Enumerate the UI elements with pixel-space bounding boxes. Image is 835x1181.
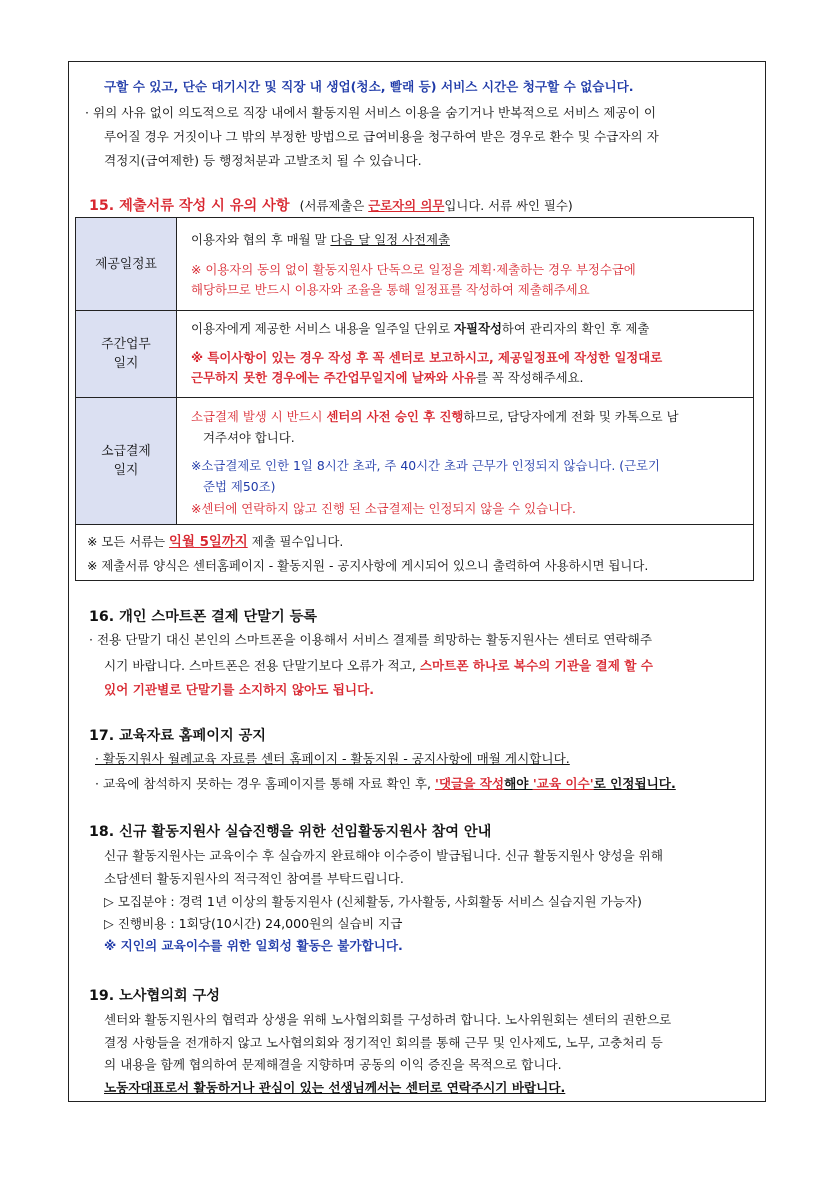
section-18-text: ▷ 모집분야 : 경력 1년 이상의 활동지원사 (신체활동, 가사활동, 사회활동 서비스 실습지원 가능자) [104, 894, 642, 909]
row-header-weekly-log [76, 311, 177, 397]
section-15-note [300, 198, 573, 213]
row-warning [191, 349, 662, 367]
row-warning: ※센터에 연락하지 않고 진행 된 소급결제는 인정되지 않을 수 있습니다. [191, 501, 576, 516]
note-text: 입니다. 서류 싸인 필수) [444, 198, 573, 213]
warning-part: 보고 [429, 350, 454, 365]
text-emphasis: '댓글을 작성 [435, 776, 505, 791]
intro-line: 구할 수 있고, 단순 대기시간 및 직장 내 생업(청소, 빨래 등) 서비스 시간은 청구할 수 없습니다. [104, 79, 634, 94]
intro-paragraph-line: · 위의 사유 없이 의도적으로 직장 내에서 활동지원 서비스 이용을 숨기거나 반복적으로 서비스 제공이 이 [85, 105, 657, 120]
row-text-part: 소급결제 발생 시 반드시 [191, 409, 327, 424]
section-16-text [104, 657, 653, 675]
header-line: 일지 [113, 356, 139, 371]
note-emphasis: 근로자의 의무 [368, 198, 445, 213]
text-emphasis: 스마트폰 하나로 복수의 기관을 결제 할 수 [419, 658, 653, 673]
section-16-title: 16. 개인 스마트폰 결제 단말기 등록 [89, 609, 317, 625]
row-header-label [101, 335, 150, 373]
section-16-text: · 전용 단말기 대신 본인의 스마트폰을 이용해서 서비스 결제를 희망하는 활동지원사는 센터로 연락해주 [89, 632, 652, 647]
section-18-text: ▷ 진행비용 : 1회당(10시간) 24,000원의 실습비 지급 [104, 916, 403, 931]
row-warning [191, 369, 584, 387]
row-text-part: 이용자에게 제공한 서비스 내용을 일주일 단위로 [191, 321, 455, 336]
warning-part: 제공일정표에 작성한 일정대로 [497, 350, 663, 365]
intro-paragraph-line: 격정지(급여제한) 등 행정처분과 고발조치 될 수 있습니다. [104, 153, 422, 168]
submission-docs-table [75, 217, 754, 581]
section-19-title: 19. 노사협의회 구성 [89, 988, 220, 1004]
section-17-text [95, 750, 570, 768]
row-text-underline: 다음 달 일정 사전제출 [330, 232, 450, 247]
warning-part: 근무하지 못한 경우에는 [191, 370, 324, 385]
section-18-text: 신규 활동지원사는 교육이수 후 실습까지 완료해야 이수증이 발급됩니다. 신규 활동지원사 양성을 위해 [104, 848, 663, 863]
row-warning: 해당하므로 반드시 이용자와 조율을 통해 일정표를 작성하여 제출해주세요 [191, 282, 590, 297]
text-underline: · 활동지원사 월례교육 자료를 센터 홈페이지 - 활동지원 - 공지사항에 매월 게시합니다. [95, 751, 570, 766]
section-17-text [95, 775, 676, 793]
section-19-text: 결정 사항들을 전개하지 않고 노사협의회와 정기적인 회의를 통해 근무 및 인사제도, 노무, 고충처리 등 [104, 1035, 663, 1050]
row-text [191, 231, 450, 249]
warning-part: ※ 특이사항이 있는 경우 작성 후 꼭 센터로 [191, 350, 430, 365]
header-line: 일지 [113, 463, 139, 478]
row-notice: 준법 제50조) [203, 479, 276, 494]
warning-part: 하시고, [453, 350, 498, 365]
text-emphasis: '교육 이수' [532, 776, 594, 791]
row-header-retro-payment [76, 398, 177, 524]
header-line: 주간업무 [101, 337, 151, 352]
section-19-callout: 노동자대표로서 활동하거나 관심이 있는 선생님께서는 센터로 연락주시기 바랍니다. [104, 1080, 566, 1095]
row-text [191, 320, 649, 338]
row-header-label [101, 442, 150, 480]
row-text-bold: 센터의 사전 승인 후 진행 [326, 409, 464, 424]
text-part: 시기 바랍니다. 스마트폰은 전용 단말기보다 오류가 적고, [104, 658, 420, 673]
section-19-text: 센터와 활동지원사의 협력과 상생을 위해 노사협의회를 구성하려 합니다. 노사위원회는 센터의 권한으로 [104, 1012, 672, 1027]
text-part: 해야 [504, 776, 533, 791]
row-text-part: 하여 관리자의 확인 후 제출 [501, 321, 650, 336]
row-divider [76, 524, 753, 525]
section-15-title: 15. 제출서류 작성 시 유의 사항 [89, 198, 290, 214]
section-19-text: 의 내용을 함께 협의하여 문제해결을 지향하며 공동의 이익 증진을 목적으로 합니다. [104, 1057, 562, 1072]
row-notice: ※소급결제로 인한 1일 8시간 초과, 주 40시간 초과 근무가 인정되지 않습니다. (근로기 [191, 458, 661, 473]
row-text-part: 하므로, 담당자에게 전화 및 카톡으로 남 [463, 409, 679, 424]
warning-part: 주간업무일지에 [323, 370, 408, 385]
text-part: · 교육에 참석하지 못하는 경우 홈페이지를 통해 자료 확인 후, [95, 776, 436, 791]
footnote-emphasis: 익월 5일까지 [169, 535, 248, 550]
row-warning: ※ 이용자의 동의 없이 활동지원사 단독으로 일정을 계획·제출하는 경우 부정수급에 [191, 262, 636, 277]
warning-part: 날짜와 사유 [407, 370, 476, 385]
table-footnote: ※ 제출서류 양식은 센터홈페이지 - 활동지원 - 공지사항에 게시되어 있으니 출력하여 사용하시면 됩니다. [87, 558, 649, 573]
footnote-part: 제출 필수입니다. [247, 534, 344, 549]
section-18-text: 소담센터 활동지원사의 적극적인 참여를 부탁드립니다. [104, 871, 404, 886]
section-16-text: 있어 기관별로 단말기를 소지하지 않아도 됩니다. [104, 682, 375, 697]
row-header-label: 제공일정표 [95, 256, 157, 272]
section-17-title: 17. 교육자료 홈페이지 공지 [89, 728, 267, 744]
row-divider [76, 397, 753, 398]
section-18-title: 18. 신규 활동지원사 실습진행을 위한 선임활동지원사 참여 안내 [89, 824, 492, 840]
section-18-notice: ※ 지인의 교육이수를 위한 일회성 활동은 불가합니다. [104, 938, 403, 953]
text-part: 로 인정됩니다. [593, 776, 676, 791]
section-15-heading [89, 196, 573, 216]
row-text: 겨주셔야 합니다. [203, 430, 295, 445]
footnote-part: ※ 모든 서류는 [87, 534, 170, 549]
table-footnote [87, 533, 343, 552]
row-text-part: 이용자와 협의 후 매월 말 [191, 232, 331, 247]
row-text [191, 408, 679, 426]
header-line: 소급결제 [101, 444, 151, 459]
row-text-bold: 자필작성 [454, 321, 502, 336]
intro-paragraph-line: 루어질 경우 거짓이나 그 밖의 부정한 방법으로 급여비용을 청구하여 받은 경우로 환수 및 수급자의 자 [104, 129, 659, 144]
warning-part: 를 꼭 작성해주세요. [475, 370, 584, 385]
row-divider [76, 310, 753, 311]
row-header-schedule [76, 218, 177, 310]
note-text: (서류제출은 [299, 198, 369, 213]
